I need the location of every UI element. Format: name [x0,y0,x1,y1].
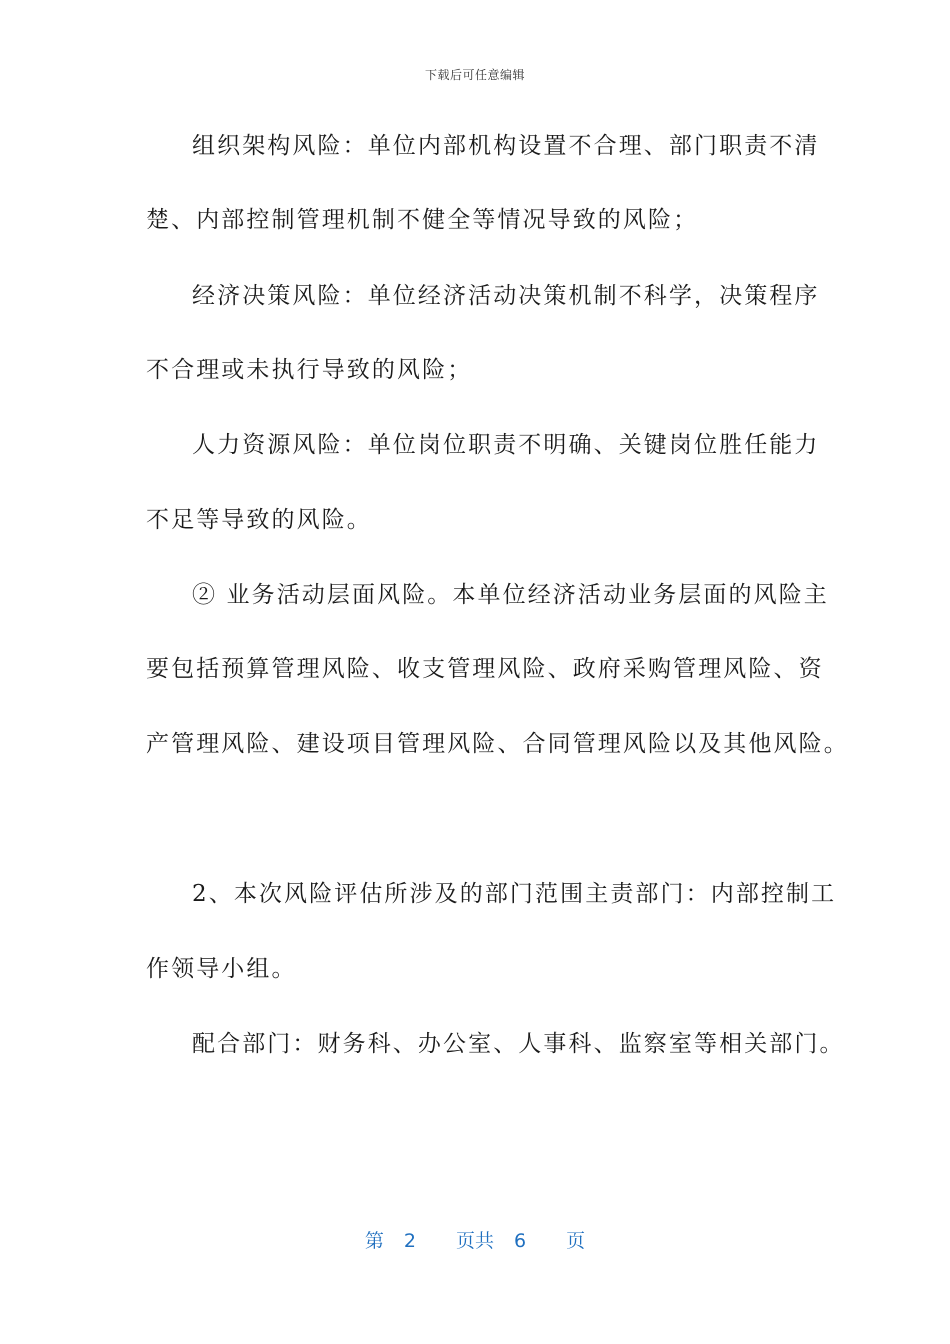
paragraph-line: 不合理或未执行导致的风险； [146,357,473,383]
paragraph-line: 配合部门：财务科、办公室、人事科、监察室等相关部门。 [192,1031,845,1057]
paragraph-line: 不足等导致的风险。 [146,507,372,533]
paragraph-line: 组织架构风险：单位内部机构设置不合理、部门职责不清 [192,133,820,159]
paragraph-line: 经济决策风险：单位经济活动决策机制不科学，决策程序 [192,283,820,309]
header-note: 下载后可任意编辑 [424,68,525,82]
paragraph-line: 2、本次风险评估所涉及的部门范围主责部门：内部控制工 [192,881,837,907]
paragraph-line: 楚、内部控制管理机制不健全等情况导致的风险； [146,207,699,233]
page-footer [0,1226,950,1253]
paragraph-line: 产管理风险、建设项目管理风险、合同管理风险以及其他风险。 [146,731,849,757]
footer-prefix: 第 [364,1230,384,1252]
paragraph-line: 要包括预算管理风险、收支管理风险、政府采购管理风险、资 [146,656,824,682]
paragraph-line: 作领导小组。 [146,956,297,982]
footer-suffix: 页 [566,1230,586,1252]
footer-middle: 页共 [455,1230,494,1252]
paragraph-line: ② 业务活动层面风险。本单位经济活动业务层面的风险主 [192,582,829,608]
footer-total-pages: 6 [514,1230,527,1252]
paragraph-line: 人力资源风险：单位岗位职责不明确、关键岗位胜任能力 [192,432,820,458]
footer-current-page: 2 [403,1230,416,1252]
